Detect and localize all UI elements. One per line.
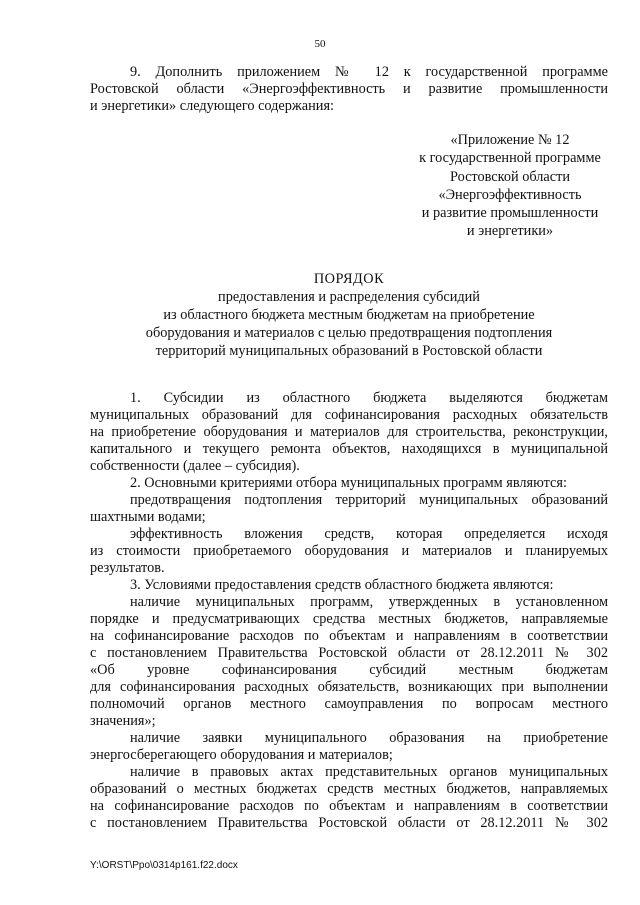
- document-title: [90, 270, 608, 360]
- text-line: на софинансирование расходов по объектам и направлениям в соответствии: [90, 798, 608, 814]
- appendix-line: и развитие промышленности: [421, 205, 599, 222]
- text-line: наличие заявки муниципального образования на приобретение: [130, 730, 608, 746]
- text-line: полномочий органов местного самоуправления по вопросам местного: [90, 696, 608, 712]
- text-line: результатов.: [90, 560, 165, 576]
- text-line: образований о местных бюджетах средств местных бюджетов, направляемых: [90, 781, 608, 797]
- subtitle-line: предоставления и распределения субсидий: [218, 289, 480, 305]
- text-line: порядке и предусматривающих средства местных бюджетов, направляемые: [90, 611, 608, 627]
- text-line: 3. Условиями предоставления средств областного бюджета являются:: [130, 577, 554, 593]
- text-line: 9. Дополнить приложением № 12 к государственной программе: [130, 64, 608, 80]
- text-line: муниципальных образований для софинансирования расходных обязательств: [90, 407, 608, 423]
- title-main: ПОРЯДОК: [313, 271, 385, 287]
- text-line: Ростовской области «Энергоэффективность и развитие промышленности: [90, 81, 608, 97]
- text-line: из стоимости приобретаемого оборудования и материалов и планируемых: [90, 543, 608, 559]
- file-path-footer: Y:\ORST\Ppo\0314p161.f22.docx: [90, 860, 238, 871]
- appendix-line: и энергетики»: [466, 223, 554, 240]
- page-number: 50: [314, 38, 326, 50]
- subtitle-line: из областного бюджета местным бюджетам на приобретение: [163, 307, 535, 323]
- text-line: «Об уровне софинансирования субсидий местным бюджетам: [90, 662, 608, 678]
- appendix-line: к государственной программе: [419, 150, 601, 167]
- text-line: на приобретение оборудования и материалов для строительства, реконструкции,: [90, 424, 608, 440]
- text-line: значения»;: [90, 713, 156, 729]
- text-line: энергосберегающего оборудования и материалов;: [90, 747, 393, 763]
- text-line: эффективность вложения средств, которая определяется исходя: [130, 526, 608, 542]
- intro-paragraph: [90, 64, 608, 115]
- appendix-line: «Приложение № 12: [450, 132, 570, 148]
- text-line: шахтными водами;: [90, 509, 206, 525]
- text-line: наличие в правовых актах представительных органов муниципальных: [130, 764, 608, 780]
- appendix-header: [390, 131, 630, 241]
- text-line: капитального и текущего ремонта объектов, находящихся в муниципальной: [90, 441, 608, 457]
- subtitle-line: территорий муниципальных образований в Ростовской области: [155, 343, 543, 359]
- appendix-line: Ростовской области: [449, 168, 571, 185]
- text-line: для софинансирования расходных обязательств, возникающих при выполнении: [90, 679, 608, 695]
- text-line: и энергетики» следующего содержания:: [90, 98, 334, 114]
- text-line: с постановлением Правительства Ростовской области от 28.12.2011 № 302: [90, 815, 608, 831]
- text-line: на софинансирование расходов по объектам и направлениям в соответствии: [90, 628, 608, 644]
- text-line: собственности (далее – субсидия).: [90, 458, 300, 474]
- body-text: [90, 390, 608, 832]
- text-line: предотвращения подтопления территорий муниципальных образований: [130, 492, 608, 508]
- subtitle-line: оборудования и материалов с целью предотвращения подтопления: [145, 325, 553, 341]
- text-line: с постановлением Правительства Ростовской области от 28.12.2011 № 302: [90, 645, 608, 661]
- text-line: 1. Субсидии из областного бюджета выделяются бюджетам: [130, 390, 608, 406]
- text-line: наличие муниципальных программ, утвержденных в установленном: [130, 594, 608, 610]
- text-line: 2. Основными критериями отбора муниципальных программ являются:: [130, 475, 567, 491]
- appendix-line: «Энергоэффективность: [438, 186, 582, 203]
